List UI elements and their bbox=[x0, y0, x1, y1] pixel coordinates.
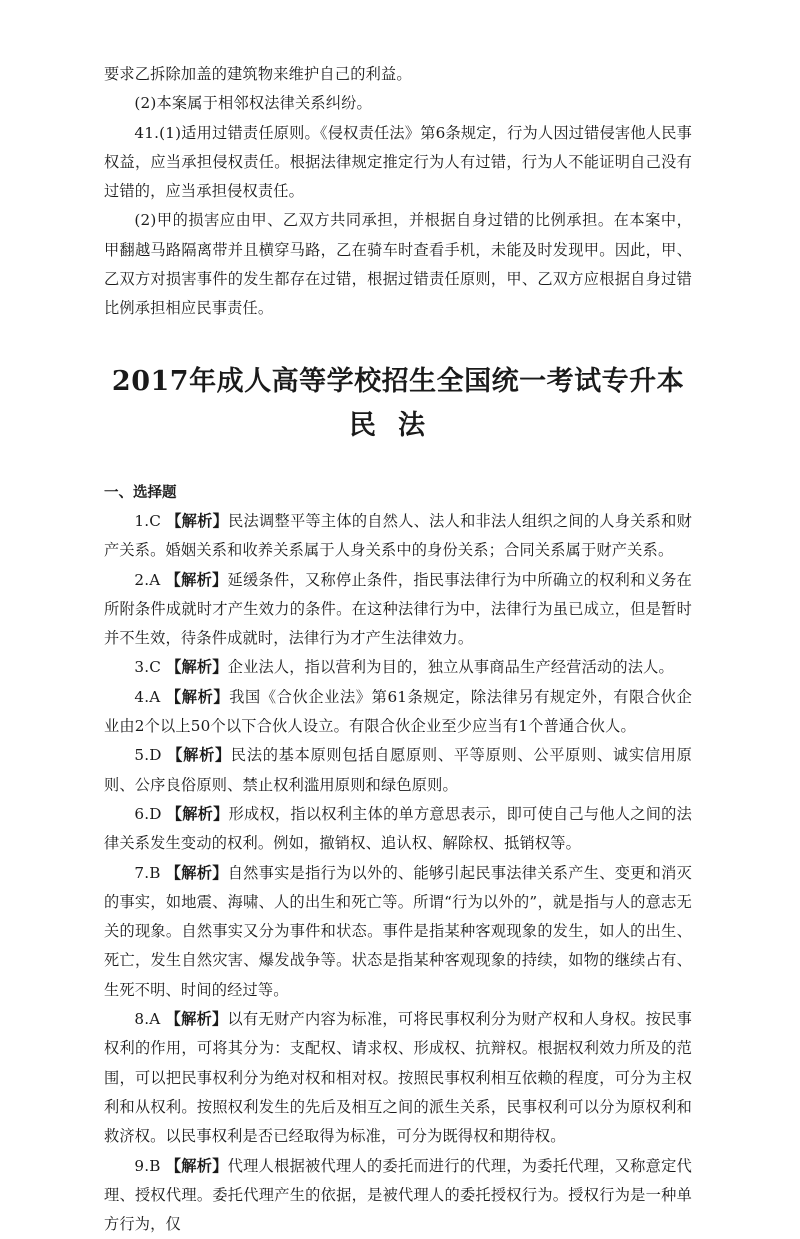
answer-item bbox=[104, 1152, 692, 1239]
top-paragraphs bbox=[104, 60, 692, 324]
answer-item bbox=[104, 566, 692, 654]
answer-text: 企业法人，指以营利为目的，独立从事商品生产经营活动的法人。 bbox=[228, 658, 674, 676]
answer-list bbox=[104, 507, 692, 1239]
exam-subject: 民法 bbox=[104, 404, 692, 448]
answer-number: 8.A bbox=[134, 1010, 160, 1028]
answer-number: 2.A bbox=[134, 571, 160, 589]
answer-text: 以有无财产内容为标准，可将民事权利分为财产权和人身权。按民事权利的作用，可将其分为：支配权、请求权、形成权、抗辩权。根据权利效力所及的范围，可以把民事权利分为绝对权和相对权。按照民事权利相互依赖的程度，可分为主权利和从权利。按照权利发生的先后及相互之间的派生关系，民事权利可以分为原权利和救济权。以民事权利是否已经取得为标准，可分为既得权和期待权。 bbox=[104, 1010, 692, 1145]
answer-item bbox=[104, 800, 692, 859]
analysis-tag: 【解析】 bbox=[167, 746, 231, 764]
paragraph: 要求乙拆除加盖的建筑物来维护自己的利益。 bbox=[104, 60, 692, 89]
answer-number: 7.B bbox=[134, 864, 160, 882]
answer-item bbox=[104, 741, 692, 800]
paragraph: (2)甲的损害应由甲、乙双方共同承担，并根据自身过错的比例承担。在本案中，甲翻越马路隔离带并且横穿马路，乙在骑车时查看手机，未能及时发现甲。因此，甲、乙双方对损害事件的发生都存在过错，根据过错责任原则，甲、乙双方应根据自身过错比例承担相应民事责任。 bbox=[104, 206, 692, 323]
answer-text: 民法的基本原则包括自愿原则、平等原则、公平原则、诚实信用原则、公序良俗原则、禁止权利滥用原则和绿色原则。 bbox=[104, 746, 692, 793]
answer-text: 我国《合伙企业法》第61条规定，除法律另有规定外，有限合伙企业由2个以上50个以下合伙人设立。有限合伙企业至少应当有1个普通合伙人。 bbox=[104, 688, 692, 735]
section-heading: 一、选择题 bbox=[104, 478, 692, 507]
answer-item bbox=[104, 1005, 692, 1151]
answer-number: 4.A bbox=[134, 688, 160, 706]
analysis-tag: 【解析】 bbox=[166, 658, 228, 676]
answer-item bbox=[104, 653, 692, 682]
answer-item bbox=[104, 507, 692, 566]
analysis-tag: 【解析】 bbox=[166, 688, 229, 706]
answer-item bbox=[104, 859, 692, 1005]
analysis-tag: 【解析】 bbox=[166, 512, 228, 530]
analysis-tag: 【解析】 bbox=[166, 571, 228, 589]
exam-title: 2017年成人高等学校招生全国统一考试专升本 bbox=[104, 360, 692, 404]
answer-number: 5.D bbox=[134, 746, 161, 764]
answer-text: 延缓条件，又称停止条件，指民事法律行为中所确立的权利和义务在所附条件成就时才产生效力的条件。在这种法律行为中，法律行为虽已成立，但是暂时并不生效，待条件成就时，法律行为才产生法律效力。 bbox=[104, 571, 692, 648]
answer-item bbox=[104, 683, 692, 742]
paragraph: 41.(1)适用过错责任原则。《侵权责任法》第6条规定，行为人因过错侵害他人民事权益，应当承担侵权责任。根据法律规定推定行为人有过错，行为人不能证明自己没有过错的，应当承担侵权责任。 bbox=[104, 119, 692, 207]
answer-number: 1.C bbox=[134, 512, 161, 530]
answer-text: 自然事实是指行为以外的、能够引起民事法律关系产生、变更和消灭的事实，如地震、海啸、人的出生和死亡等。所谓“行为以外的”，就是指与人的意志无关的现象。自然事实又分为事件和状态。事件是指某种客观现象的发生，如人的出生、死亡，发生自然灾害、爆发战争等。状态是指某种客观现象的持续，如物的继续占有、生死不明、时间的经过等。 bbox=[104, 864, 692, 999]
analysis-tag: 【解析】 bbox=[166, 864, 228, 882]
answer-number: 6.D bbox=[134, 805, 161, 823]
answer-text: 民法调整平等主体的自然人、法人和非法人组织之间的人身关系和财产关系。婚姻关系和收养关系属于人身关系中的身份关系；合同关系属于财产关系。 bbox=[104, 512, 692, 559]
answer-number: 9.B bbox=[134, 1157, 160, 1175]
answer-text: 代理人根据被代理人的委托而进行的代理，为委托代理，又称意定代理、授权代理。委托代理产生的依据，是被代理人的委托授权行为。授权行为是一种单方行为，仅 bbox=[104, 1157, 692, 1234]
analysis-tag: 【解析】 bbox=[166, 1010, 228, 1028]
paragraph: (2)本案属于相邻权法律关系纠纷。 bbox=[104, 89, 692, 118]
answer-number: 3.C bbox=[134, 658, 161, 676]
analysis-tag: 【解析】 bbox=[166, 1157, 228, 1175]
analysis-tag: 【解析】 bbox=[167, 805, 229, 823]
answer-text: 形成权，指以权利主体的单方意思表示，即可使自己与他人之间的法律关系发生变动的权利。例如，撤销权、追认权、解除权、抵销权等。 bbox=[104, 805, 692, 852]
